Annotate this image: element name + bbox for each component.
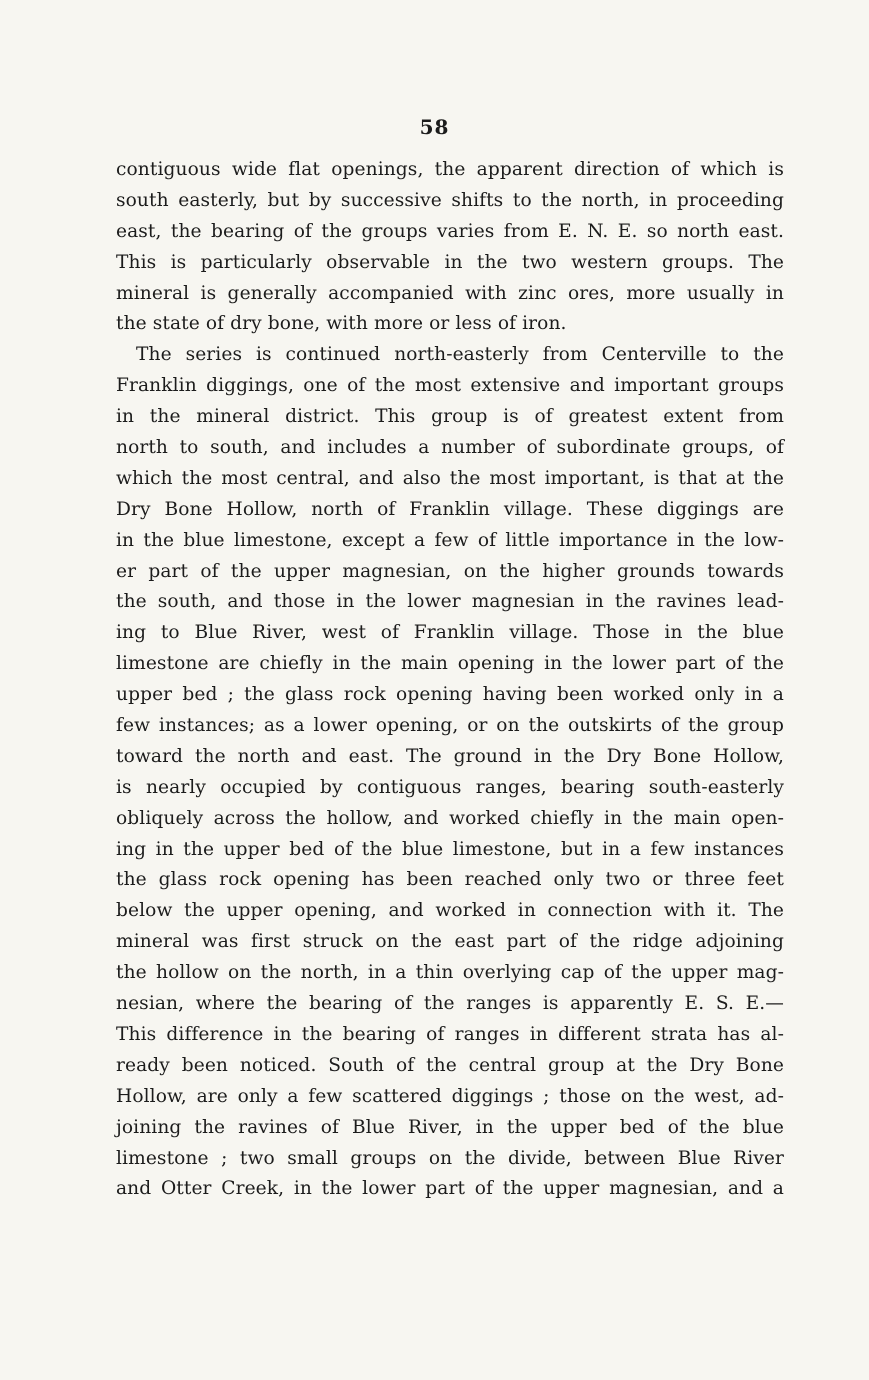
text-line: mineral was first struck on the east part of the ridge adjoining xyxy=(116,931,784,953)
text-line: which the most central, and also the most important, is that at the xyxy=(116,467,784,489)
text-line: This difference in the bearing of ranges in different strata has al- xyxy=(116,1023,784,1045)
text-line: upper bed ; the glass rock opening having been worked only in a xyxy=(116,684,784,706)
text-line: the state of dry bone, with more or less of iron. xyxy=(116,313,567,335)
text-line: is nearly occupied by contiguous ranges, bearing south-easterly xyxy=(116,776,784,798)
text-line: joining the ravines of Blue River, in the upper bed of the blue xyxy=(116,1116,784,1138)
text-line: er part of the upper magnesian, on the higher grounds towards xyxy=(116,560,784,582)
text-line: contiguous wide flat openings, the apparent direction of which is xyxy=(116,159,784,180)
text-line: ing in the upper bed of the blue limestone, but in a few instances xyxy=(116,838,784,860)
text-line: and Otter Creek, in the lower part of the upper magnesian, and a xyxy=(116,1178,784,1200)
text-line: Hollow, are only a few scattered diggings ; those on the west, ad- xyxy=(116,1085,784,1107)
text-line: mineral is generally accompanied with zinc ores, more usually in xyxy=(116,282,784,304)
text-line: the glass rock opening has been reached only two or three feet xyxy=(116,869,784,891)
text-line: in the mineral district. This group is of greatest extent from xyxy=(116,406,784,428)
text-line: east, the bearing of the groups varies from E. N. E. so north east. xyxy=(116,220,784,242)
text-line: in the blue limestone, except a few of little importance in the low- xyxy=(116,529,784,551)
text-line: Franklin diggings, one of the most extensive and important groups xyxy=(116,375,784,397)
text-line: obliquely across the hollow, and worked chiefly in the main open- xyxy=(116,807,784,829)
text-line: Dry Bone Hollow, north of Franklin village. These diggings are xyxy=(116,498,784,520)
text-line: north to south, and includes a number of subordinate groups, of xyxy=(116,437,784,459)
text-line: limestone are chiefly in the main opening in the lower part of the xyxy=(116,653,784,675)
text-line: nesian, where the bearing of the ranges is apparently E. S. E.— xyxy=(116,993,784,1015)
page-number: 58 xyxy=(419,115,450,139)
text-line: south easterly, but by successive shifts to the north, in proceeding xyxy=(116,189,784,211)
body-text xyxy=(116,155,784,1205)
text-line: below the upper opening, and worked in connection with it. The xyxy=(116,900,784,922)
text-line: the south, and those in the lower magnesian in the ravines lead- xyxy=(116,591,784,613)
text-line: few instances; as a lower opening, or on the outskirts of the group xyxy=(116,715,784,737)
text-line: ready been noticed. South of the central group at the Dry Bone xyxy=(116,1054,784,1076)
text-line: the hollow on the north, in a thin overlying cap of the upper mag- xyxy=(116,962,784,984)
text-line: The series is continued north-easterly from Centerville to the xyxy=(136,344,784,366)
text-line: limestone ; two small groups on the divide, between Blue River xyxy=(116,1147,784,1169)
text-line: ing to Blue River, west of Franklin village. Those in the blue xyxy=(116,622,784,644)
text-line: This is particularly observable in the two western groups. The xyxy=(116,251,784,273)
text-line: toward the north and east. The ground in the Dry Bone Hollow, xyxy=(116,745,784,767)
